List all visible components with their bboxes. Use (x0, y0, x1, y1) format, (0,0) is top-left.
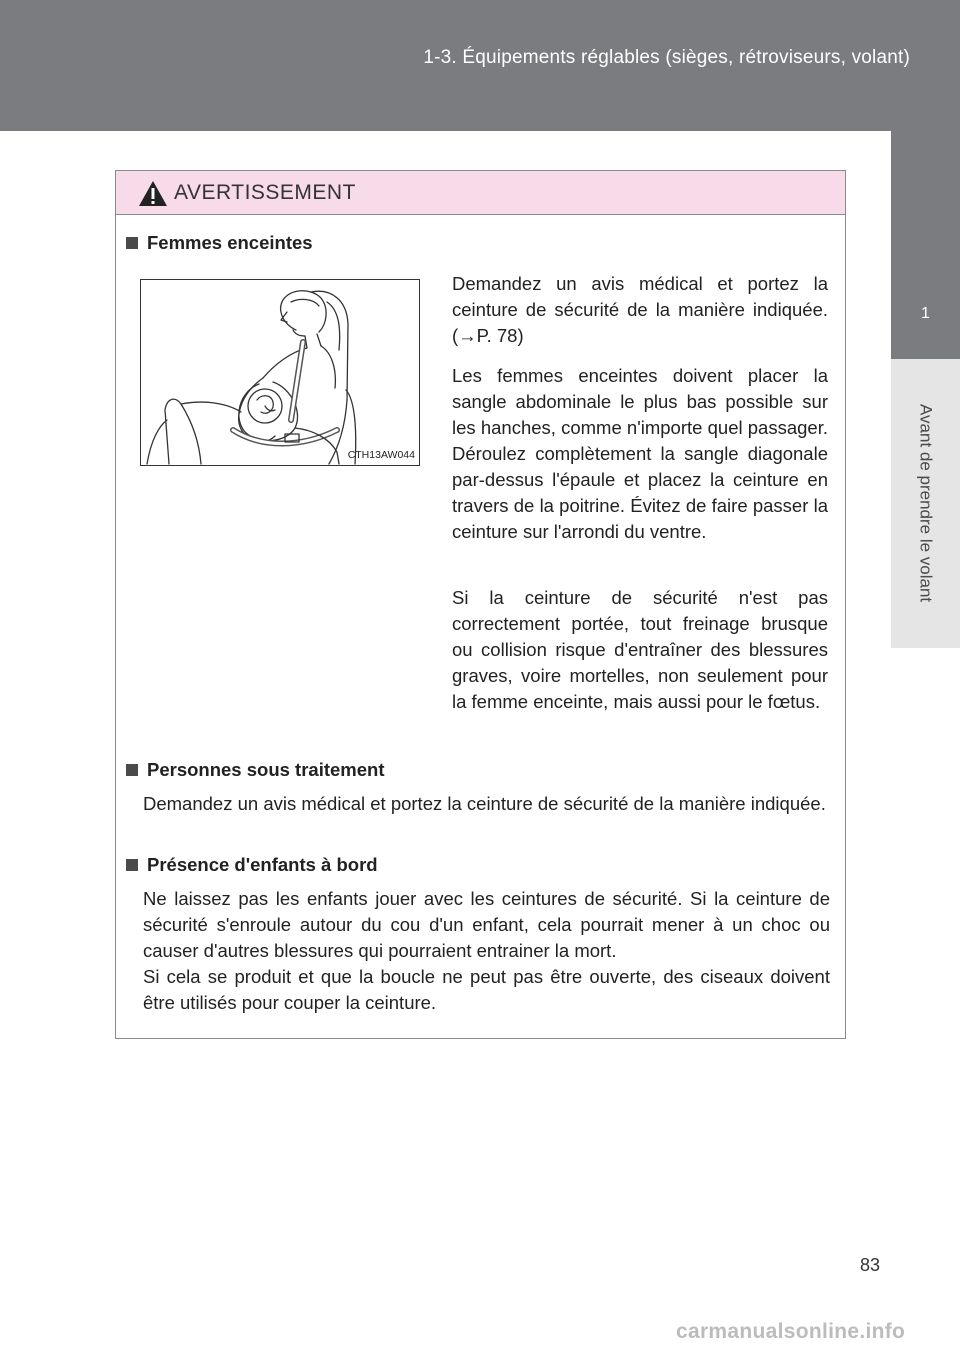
paragraph: Si la ceinture de sécurité n'est pas correctement portée, tout freinage brusque ou collision risque d'entraîner des blessures graves, voire mortelles, non seulement pour la femme enceinte, mais aussi pour le fœtus. (452, 587, 828, 712)
watermark: carmanualsonline.info (676, 1320, 906, 1343)
section-title: 1-3. Équipements réglables (sièges, rétroviseurs, volant) (423, 47, 910, 68)
section-heading-text: Présence d'enfants à bord (147, 854, 378, 875)
warning-header (116, 171, 845, 215)
square-bullet-icon (126, 237, 138, 249)
chapter-label-wrap (891, 359, 960, 648)
warning-triangle-icon (138, 180, 168, 207)
square-bullet-icon (126, 764, 138, 776)
paragraph: Si cela se produit et que la boucle ne peut pas être ouverte, des ciseaux doivent être utilisés pour couper la ceinture. (143, 966, 830, 1013)
paragraph: Ne laissez pas les enfants jouer avec les ceintures de sécurité. Si la ceinture de sécurité s'enroule autour du cou d'un enfant, cela pourrait mener à un choc ou causer d'autres blessures qui pourraient entrainer la mort. (143, 888, 830, 961)
section-heading-treatment (126, 759, 385, 781)
section-heading-pregnant (126, 232, 313, 254)
page-number: 83 (860, 1255, 881, 1275)
figure-code: CTH13AW044 (347, 449, 415, 461)
section-heading-children (126, 854, 378, 876)
section-heading-text: Femmes enceintes (147, 232, 313, 253)
paragraph: Demandez un avis médical et portez la ceinture de sécurité de la manière indiquée. (→P. 78) (452, 273, 828, 346)
chapter-label: Avant de prendre le volant (916, 404, 936, 603)
chapter-number: 1 (921, 305, 930, 322)
pregnant-woman-illustration-icon (141, 280, 419, 465)
paragraph: Demandez un avis médical et portez la ceinture de sécurité de la manière indiquée. (143, 793, 826, 814)
warning-title: AVERTISSEMENT (174, 181, 356, 204)
section-heading-text: Personnes sous traitement (147, 759, 385, 780)
chapter-tab (891, 131, 960, 359)
paragraph: Les femmes enceintes doivent placer la sangle abdominale le plus bas possible sur les hanches, comme n'importe quel passager. Déroulez complètement la sangle diagonale par-dessus l'épaule et placez la ceinture en travers de la poitrine. Évitez de faire passer la ceinture sur l'arrondi du ventre. (452, 365, 828, 542)
warning-box (115, 170, 846, 1039)
header-band (0, 0, 960, 131)
square-bullet-icon (126, 859, 138, 871)
pregnant-seatbelt-illustration (140, 279, 420, 466)
